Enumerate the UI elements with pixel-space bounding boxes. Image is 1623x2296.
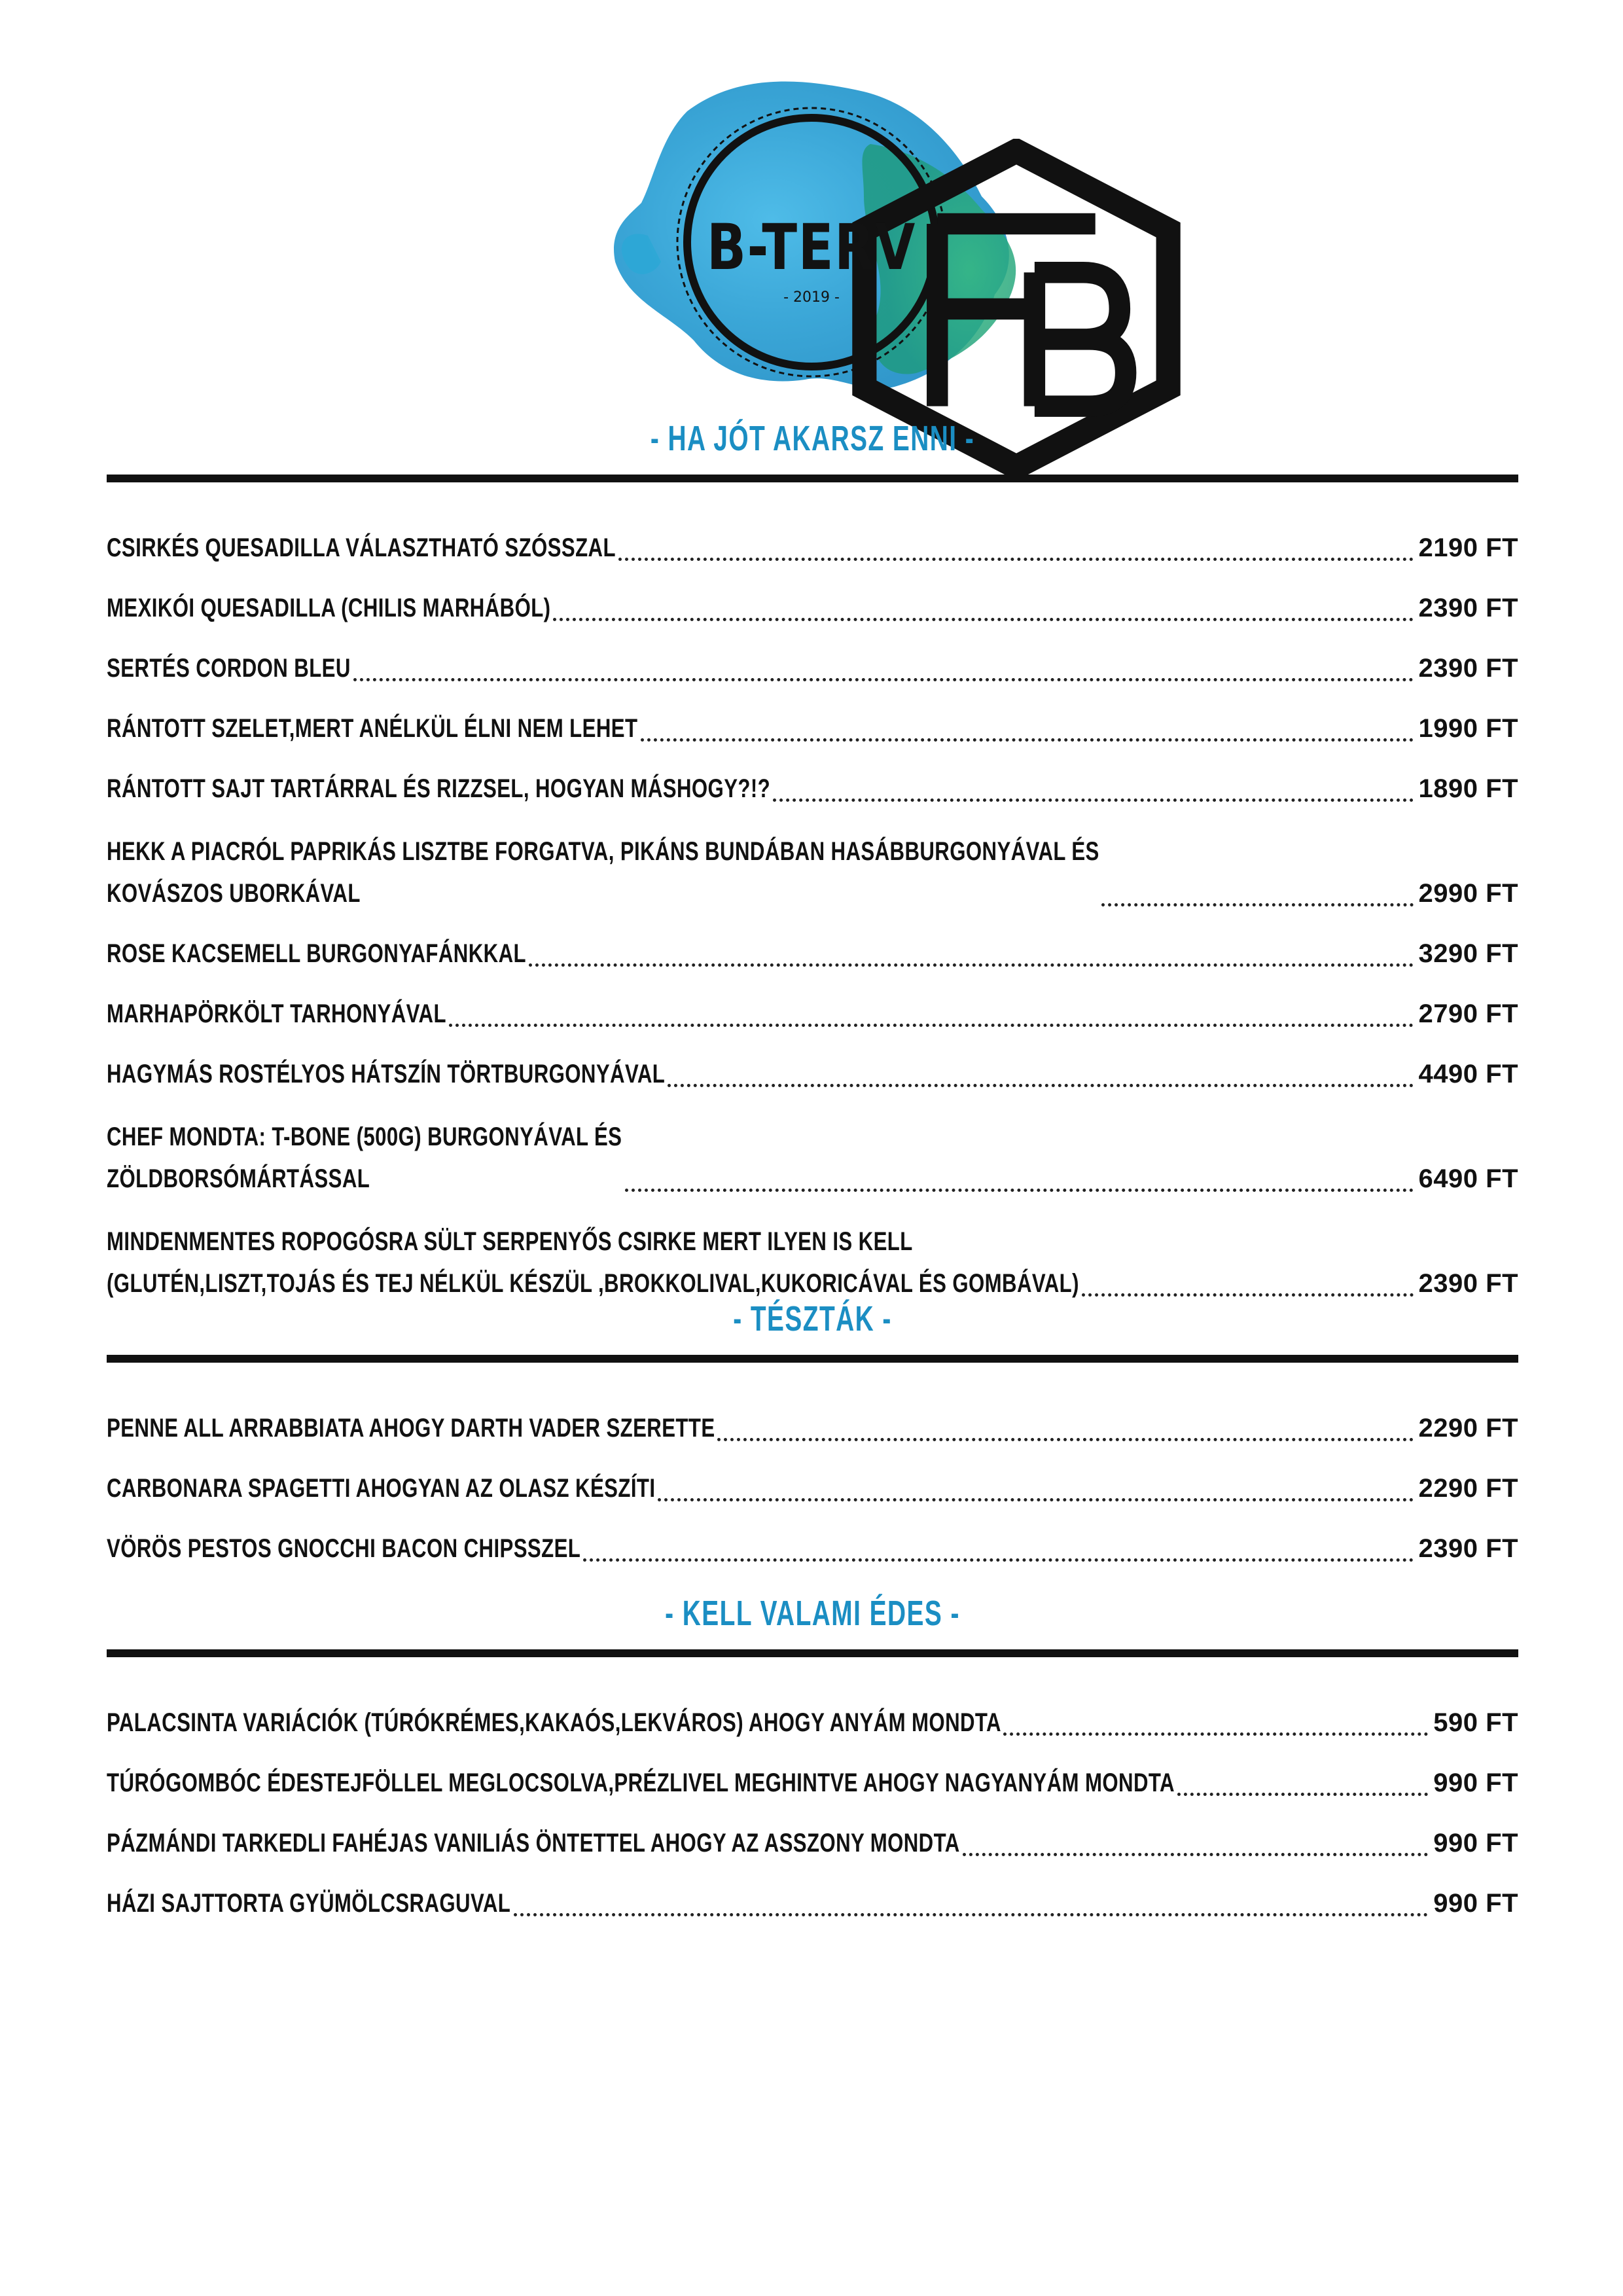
menu-item-name: HAGYMÁS ROSTÉLYOS HÁTSZÍN TÖRTBURGONYÁVAL — [107, 1060, 666, 1088]
menu-item-name: TÚRÓGOMBÓC ÉDESTEJFÖLLEL MEGLOCSOLVA,PRÉZLIVEL MEGHINTVE AHOGY NAGYANYÁM MONDTA — [107, 1768, 1175, 1797]
section-desserts — [107, 1590, 1518, 1924]
menu-item-price: 990 FT — [1433, 1889, 1518, 1918]
dot-leader — [1003, 1732, 1428, 1736]
menu-item-name: PÁZMÁNDI TARKEDLI FAHÉJAS VANILIÁS ÖNTETTEL AHOGY AZ ASSZONY MONDTA — [107, 1829, 960, 1857]
menu-item — [107, 749, 1518, 810]
menu-item — [107, 1804, 1518, 1864]
menu-item-price: 2390 FT — [1418, 1534, 1518, 1563]
menu-item — [107, 1095, 1518, 1200]
menu-item-name: VÖRÖS PESTOS GNOCCHI BACON CHIPSSZEL — [107, 1534, 581, 1563]
menu-item-price: 4490 FT — [1418, 1060, 1518, 1088]
menu-item-price: 3290 FT — [1418, 939, 1518, 968]
menu-item-name: RÁNTOTT SZELET,MERT ANÉLKÜL ÉLNI NEM LEHET — [107, 714, 638, 743]
menu-item-price: 990 FT — [1433, 1768, 1518, 1797]
menu-item-name-line1: HEKK A PIACRÓL PAPRIKÁS LISZTBE FORGATVA, PIKÁNS BUNDÁBAN HASÁBBURGONYÁVAL ÉS — [107, 837, 1099, 866]
section-pasta — [107, 1296, 1518, 1570]
dot-leader — [641, 738, 1414, 742]
menu-item-name: SERTÉS CORDON BLEU — [107, 654, 351, 683]
section-title: - KELL VALAMI ÉDES - — [665, 1594, 960, 1633]
menu-item-name: PENNE ALL ARRABBIATA AHOGY DARTH VADER SZERETTE — [107, 1414, 715, 1443]
menu-item-name-block — [107, 831, 1099, 914]
menu-item-name: ROSE KACSEMELL BURGONYAFÁNKKAL — [107, 939, 526, 968]
menu-item — [107, 1683, 1518, 1744]
dot-leader — [963, 1853, 1428, 1856]
menu-item — [107, 569, 1518, 629]
menu-item — [107, 1200, 1518, 1304]
menu-item-price: 2390 FT — [1418, 654, 1518, 683]
section-divider — [107, 1649, 1518, 1657]
menu-item-name-line1: MINDENMENTES ROPOGÓSRA SÜLT SERPENYŐS CSIRKE MERT ILYEN IS KELL — [107, 1227, 913, 1256]
menu-item — [107, 1449, 1518, 1509]
dot-leader — [773, 798, 1413, 802]
monogram-badge-icon — [794, 139, 829, 175]
menu-item-name-block — [107, 1116, 622, 1200]
dot-leader — [553, 618, 1413, 621]
menu-item — [107, 509, 1518, 569]
dot-leader — [1177, 1793, 1428, 1796]
menu-item-price: 590 FT — [1433, 1708, 1518, 1737]
dot-leader — [618, 558, 1413, 561]
menu-item — [107, 689, 1518, 749]
menu-item-name: HÁZI SAJTTORTA GYÜMÖLCSRAGUVAL — [107, 1889, 511, 1918]
dot-leader — [529, 963, 1414, 967]
menu-item-name: MEXIKÓI QUESADILLA (CHILIS MARHÁBÓL) — [107, 594, 551, 622]
dot-leader — [658, 1498, 1413, 1501]
section-title: - HA JÓT AKARSZ ENNI - — [650, 419, 975, 458]
menu-item — [107, 914, 1518, 975]
section-divider — [107, 1355, 1518, 1363]
menu-item-price: 2190 FT — [1418, 533, 1518, 562]
menu-item-price: 2390 FT — [1418, 594, 1518, 622]
menu-item-price: 2290 FT — [1418, 1474, 1518, 1503]
logo-year: - 2019 - — [783, 289, 840, 306]
dot-leader — [353, 678, 1414, 681]
menu-item — [107, 1864, 1518, 1924]
dot-leader — [449, 1024, 1413, 1027]
logo-name: B-TERV — [707, 211, 916, 284]
menu-item — [107, 810, 1518, 914]
menu-item-name-line1: CHEF MONDTA: T-BONE (500G) BURGONYÁVAL ÉS — [107, 1122, 622, 1151]
menu-item-name: ZÖLDBORSÓMÁRTÁSSAL — [107, 1164, 370, 1193]
menu-item-name-block — [107, 1221, 1079, 1304]
menu-item-name: KOVÁSZOS UBORKÁVAL — [107, 879, 361, 908]
menu-item — [107, 629, 1518, 689]
dot-leader — [717, 1438, 1413, 1441]
menu-item-name: PALACSINTA VARIÁCIÓK (TÚRÓKRÉMES,KAKAÓS,LEKVÁROS) AHOGY ANYÁM MONDTA — [107, 1708, 1001, 1737]
section-title: - TÉSZTÁK - — [733, 1299, 892, 1338]
menu-item — [107, 1509, 1518, 1570]
menu-item-name: CSIRKÉS QUESADILLA VÁLASZTHATÓ SZÓSSZAL — [107, 533, 616, 562]
logo — [589, 65, 1034, 406]
menu-item-price: 990 FT — [1433, 1829, 1518, 1857]
dot-leader — [668, 1084, 1413, 1087]
menu-item-price: 2290 FT — [1418, 1414, 1518, 1443]
menu-item — [107, 1744, 1518, 1804]
menu-item-name: MARHAPÖRKÖLT TARHONYÁVAL — [107, 999, 446, 1028]
section-divider — [107, 475, 1518, 482]
menu-item-name: RÁNTOTT SAJT TARTÁRRAL ÉS RIZZSEL, HOGYAN MÁSHOGY?!? — [107, 774, 771, 803]
menu-item-price: 1890 FT — [1418, 774, 1518, 803]
dot-leader — [583, 1558, 1414, 1562]
menu-item-price: 6490 FT — [1418, 1164, 1518, 1193]
menu-item-price: 2790 FT — [1418, 999, 1518, 1028]
menu-item-name: CARBONARA SPAGETTI AHOGYAN AZ OLASZ KÉSZÍTI — [107, 1474, 656, 1503]
section-main-dishes — [107, 416, 1518, 1304]
menu-item-price: 2390 FT — [1418, 1269, 1518, 1298]
dot-leader — [625, 1189, 1414, 1192]
menu-item-name: (GLUTÉN,LISZT,TOJÁS ÉS TEJ NÉLKÜL KÉSZÜL ,BROKKOLIVAL,KUKORICÁVAL ÉS GOMBÁVAL) — [107, 1269, 1079, 1298]
menu-item-price: 1990 FT — [1418, 714, 1518, 743]
dot-leader — [514, 1913, 1429, 1916]
menu-item — [107, 1035, 1518, 1095]
menu-item — [107, 1389, 1518, 1449]
menu-item — [107, 975, 1518, 1035]
menu-item-price: 2990 FT — [1418, 879, 1518, 908]
dot-leader — [1101, 903, 1413, 906]
